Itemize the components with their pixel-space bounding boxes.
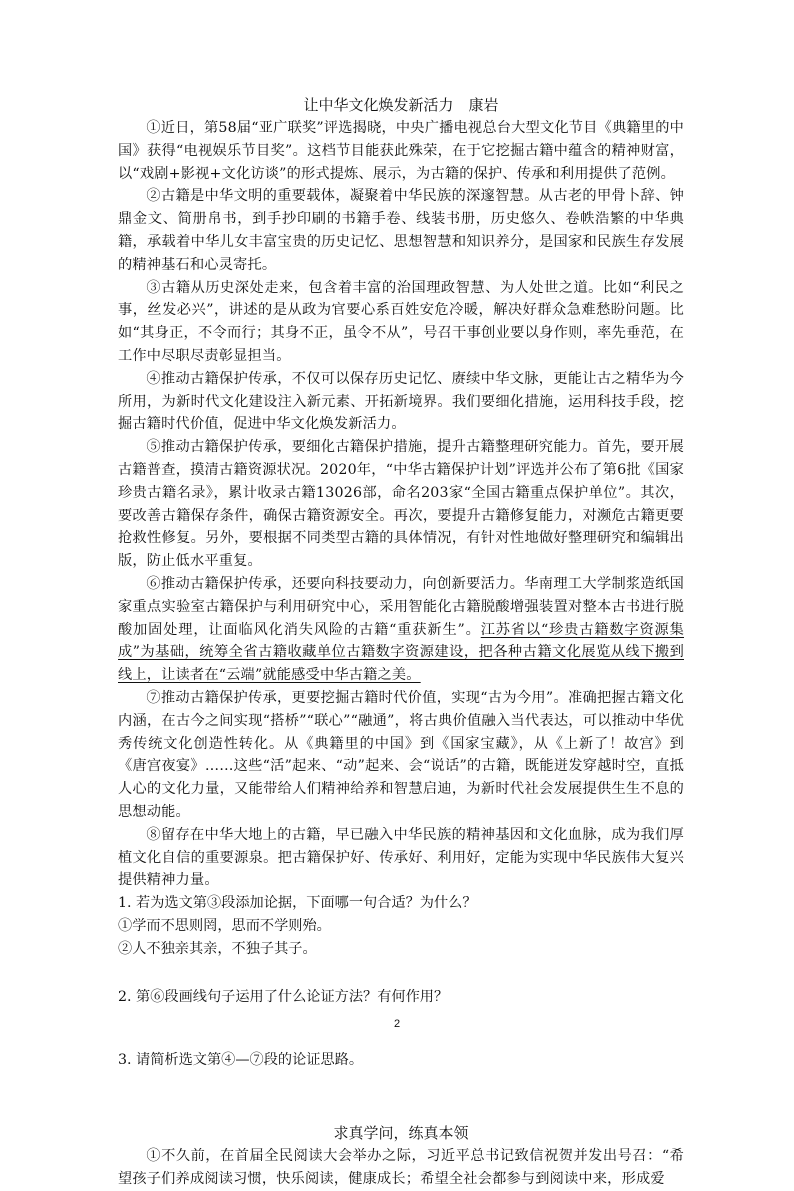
question-1-option-2: ②人不独亲其亲，不独子其子。 xyxy=(118,940,317,957)
article2-title: 求真学问，练真本领 xyxy=(333,1124,469,1143)
article1-paragraph-8: ⑧留存在中华大地上的古籍，早已融入中华民族的精神基因和文化血脉，成为我们厚植文化自信的重要源泉。把古籍保护好、传承好、利用好，定能为实现中华民族伟大复兴提供精神力量。 xyxy=(118,826,684,889)
article1-paragraph-4: ④推动古籍保护传承，不仅可以保存历史记忆、赓续中华文脉，更能让古之精华为今所用，为新时代文化建设注入新元素、开拓新境界。我们要细化措施，运用科技手段，挖掘古籍时代价值，促进中华文化焕发新活力。 xyxy=(118,370,684,433)
question-1: 1. 若为选文第③段添加论据，下面哪一句合适？为什么？ xyxy=(118,895,477,912)
article1-paragraph-1: ①近日，第58届“亚广联奖”评选揭晓，中央广播电视总台大型文化节目《典籍里的中国》获得“电视娱乐节目奖”。这档节目能获此殊荣，在于它挖掘古籍中蕴含的精神财富，以“戏剧+影视+文化访谈”的形式提炼、展示，为古籍的保护、传承和利用提供了范例。 xyxy=(118,120,684,182)
page-number: 2 xyxy=(393,1018,401,1030)
answer-space-1 xyxy=(118,960,684,986)
question-3: 3. 请简析选文第④—⑦段的论证思路。 xyxy=(118,1052,364,1069)
article1-paragraph-7: ⑦推动古籍保护传承，更要挖掘古籍时代价值，实现“古为今用”。准确把握古籍文化内涵，在古今之间实现“搭桥”“联心”“融通”，将古典价值融入当代表达，可以推动中华优秀传统文化创造性转化。从《典籍里的中国》到《国家宝藏》，从《上新了！故宫》到《唐宫夜宴》……这些“活”起来、“动”起来、会“说话”的古籍，既能迸发穿越时空，直抵人心的文化力量，又能带给人们精神给养和智慧启迪，为新时代社会发展提供生生不息的思想动能。 xyxy=(118,689,684,820)
article1-title: 让中华文化焕发新活力 康岩 xyxy=(303,96,499,114)
question-2: 2. 第⑥段画线句子运用了什么论证方法？有何作用？ xyxy=(118,989,449,1006)
underlined-sentence: 江苏省以“珍贵古籍数字资源集成”为基础，统筹全省古籍收藏单位古籍数字资源建设，把各种古籍文化展览从线下搬到线上，让读者在“云端”就能感受中华古籍之美。 xyxy=(118,621,684,684)
answer-space-3 xyxy=(118,1072,684,1122)
question-1-option-1: ①学而不思则罔，思而不学则殆。 xyxy=(118,917,331,934)
article1-paragraph-5: ⑤推动古籍保护传承，要细化古籍保护措施，提升古籍整理研究能力。首先，要开展古籍普查，摸清古籍资源状况。2020年，“中华古籍保护计划”评选并公布了第6批《国家珍贵古籍名录》，累计收录古籍13026部，命名203家“全国古籍重点保护单位”。其次，要改善古籍保存条件，确保古籍资源安全。再次，要提升古籍修复能力，对濒危古籍更要抢救性修复。另外，要根据不同类型古籍的具体情况，有针对性地做好整理研究和编辑出版，防止低水平重复。 xyxy=(118,439,684,570)
article1-paragraph-3: ③古籍从历史深处走来，包含着丰富的治国理政智慧、为人处世之道。比如“利民之事，丝发必兴”，讲述的是从政为官要心系百姓安危冷暖，解决好群众急难愁盼问题。比如“其身正，不令而行；其身不正，虽令不从”，号召干事创业要以身作则，率先垂范，在工作中尽职尽责彰显担当。 xyxy=(118,279,684,364)
article1-paragraph-2: ②古籍是中华文明的重要载体，凝聚着中华民族的深邃智慧。从古老的甲骨卜辞、钟鼎金文、简册帛书，到手抄印刷的书籍手卷、线装书册，历史悠久、卷帙浩繁的中华典籍，承载着中华儿女丰富宝贵的历史记忆、思想智慧和知识养分，是国家和民族生存发展的精神基石和心灵寄托。 xyxy=(118,188,684,273)
paragraph-6-text: ⑥推动古籍保护传承，还要向科技要动力，向创新要活力。华南理工大学制浆造纸国家重点实验室古籍保护与利用研究中心，采用智能化古籍脱酸增强装置对整本古书进行脱酸加固处理，让面临风化消失风险的古籍“重获新生”。 xyxy=(118,575,684,638)
article1-paragraph-6 xyxy=(118,573,684,687)
article2-paragraph-1: ①不久前，在首届全民阅读大会举办之际，习近平总书记致信祝贺并发出号召：“希望孩子们养成阅读习惯，快乐阅读，健康成长；希望全社会都参与到阅读中来，形成爱 xyxy=(118,1148,684,1187)
